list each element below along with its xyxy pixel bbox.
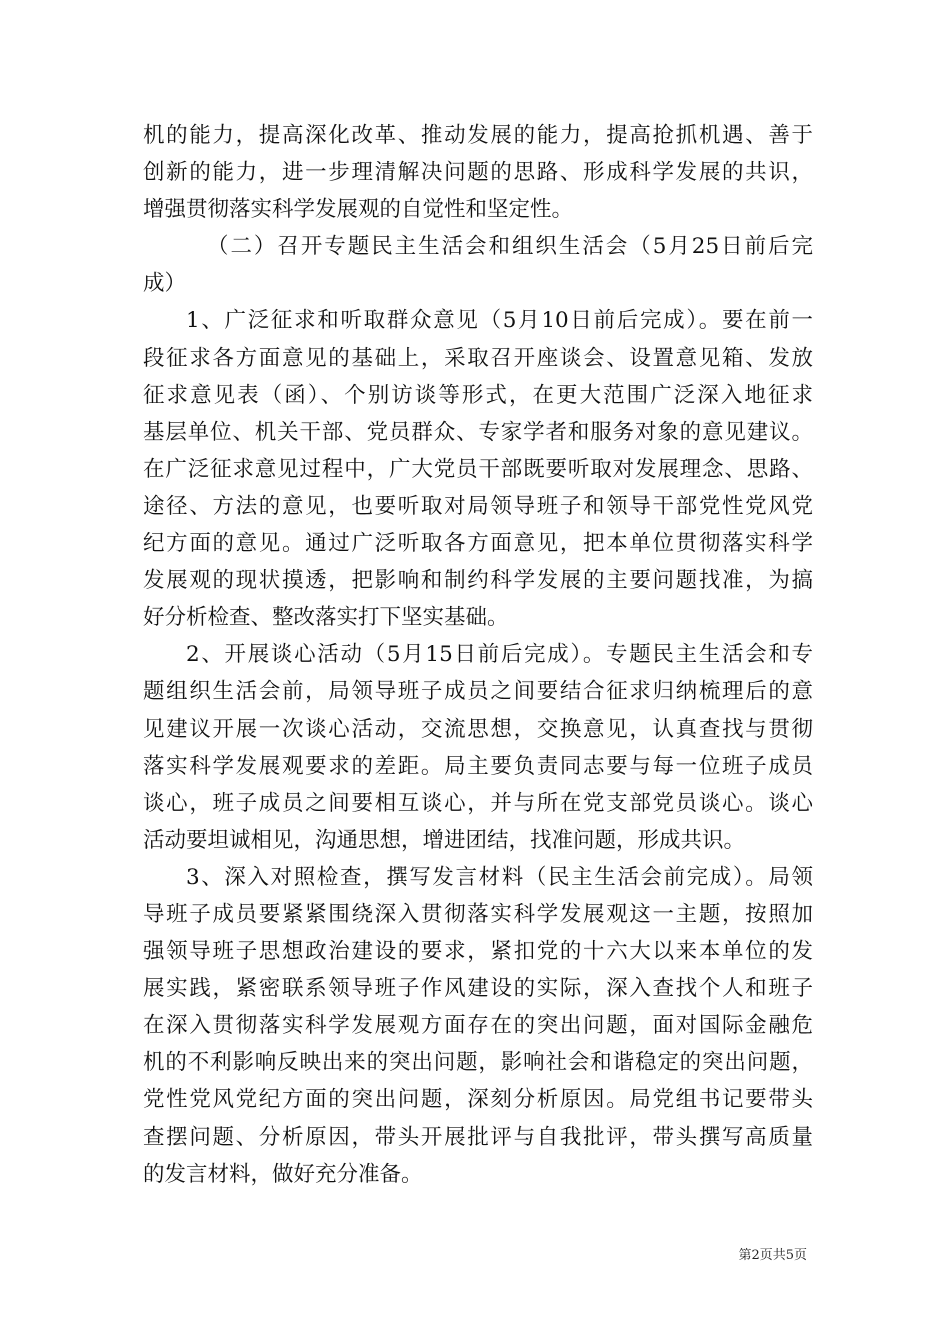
body-line: 纪方面的意见。通过广泛听取各方面意见，把本单位贯彻落实科学 — [143, 531, 813, 557]
paragraph-first-line: 3、深入对照检查，撰写发言材料（民主生活会前完成）。局领 — [186, 864, 813, 890]
body-line: 落实科学发展观要求的差距。局主要负责同志要与每一位班子成员 — [143, 753, 813, 779]
document-body — [143, 117, 813, 1193]
body-line: 途径、方法的意见，也要听取对局领导班子和领导干部党性党风党 — [143, 493, 813, 519]
body-line: 基层单位、机关干部、党员群众、专家学者和服务对象的意见建议。 — [143, 419, 813, 445]
body-line: 在广泛征求意见过程中，广大党员干部既要听取对发展理念、思路、 — [143, 456, 813, 482]
page-number: 第2页共5页 — [738, 1248, 807, 1263]
body-line: 强领导班子思想政治建设的要求，紧扣党的十六大以来本单位的发 — [143, 939, 813, 965]
section-heading-line: （二）召开专题民主生活会和组织生活会（5月25日前后完 — [207, 234, 813, 260]
body-line: 机的能力，提高深化改革、推动发展的能力，提高抢抓机遇、善于 — [143, 123, 813, 148]
body-line: 党性党风党纪方面的突出问题，深刻分析原因。局党组书记要带头 — [143, 1087, 813, 1113]
body-line: 段征求各方面意见的基础上，采取召开座谈会、设置意见箱、发放 — [143, 345, 813, 371]
paragraph-first-line: 1、广泛征求和听取群众意见（5月10日前后完成）。要在前一 — [186, 308, 813, 334]
body-line: 谈心，班子成员之间要相互谈心，并与所在党支部党员谈心。谈心 — [143, 790, 813, 816]
body-line: 征求意见表（函）、个别访谈等形式，在更大范围广泛深入地征求 — [143, 382, 813, 408]
paragraph-first-line: 2、开展谈心活动（5月15日前后完成）。专题民主生活会和专 — [186, 642, 813, 668]
body-line: 增强贯彻落实科学发展观的自觉性和坚定性。 — [143, 197, 574, 223]
body-line: 展实践，紧密联系领导班子作风建设的实际，深入查找个人和班子 — [143, 976, 813, 1002]
body-line: 在深入贯彻落实科学发展观方面存在的突出问题，面对国际金融危 — [143, 1013, 813, 1039]
body-line: 机的不利影响反映出来的突出问题，影响社会和谐稳定的突出问题， — [143, 1050, 813, 1076]
section-heading-line: 成） — [143, 271, 187, 297]
body-line: 好分析检查、整改落实打下坚实基础。 — [143, 605, 509, 631]
body-line: 活动要坦诚相见，沟通思想，增进团结，找准问题，形成共识。 — [143, 827, 746, 853]
body-line: 导班子成员要紧紧围绕深入贯彻落实科学发展观这一主题，按照加 — [143, 901, 813, 927]
body-line: 的发言材料，做好充分准备。 — [143, 1161, 423, 1187]
body-line: 题组织生活会前，局领导班子成员之间要结合征求归纳梳理后的意 — [143, 679, 813, 705]
body-line: 发展观的现状摸透，把影响和制约科学发展的主要问题找准，为搞 — [143, 568, 813, 594]
body-line: 查摆问题、分析原因，带头开展批评与自我批评，带头撰写高质量 — [143, 1124, 813, 1150]
body-line: 见建议开展一次谈心活动，交流思想，交换意见，认真查找与贯彻 — [143, 716, 813, 742]
body-line: 创新的能力，进一步理清解决问题的思路、形成科学发展的共识， — [143, 160, 813, 186]
